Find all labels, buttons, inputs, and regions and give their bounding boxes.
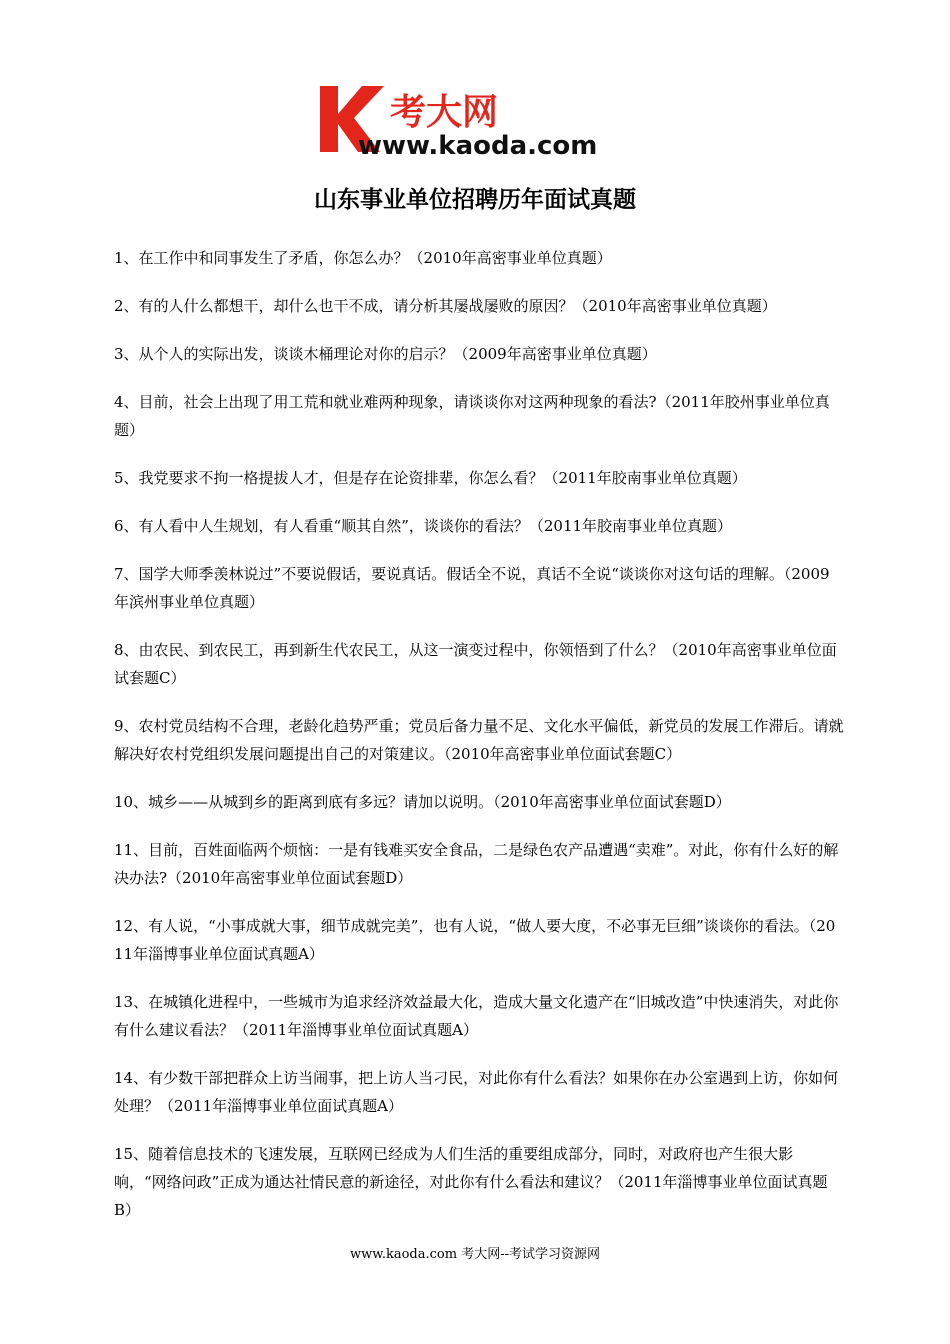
question-item: 1、在工作中和同事发生了矛盾，你怎么办？（2010年高密事业单位真题） <box>114 249 612 267</box>
question-item: 8、由农民、到农民工，再到新生代农民工，从这一演变过程中，你领悟到了什么？（2010年高密事业单位面试套题C） <box>114 641 837 687</box>
logo-url-text: www.kaoda.com <box>358 131 598 160</box>
question-item: 13、在城镇化进程中，一些城市为追求经济效益最大化，造成大量文化遗产在“旧城改造”中快速消失，对此你有什么建议看法？（2011年淄博事业单位面试真题A） <box>114 993 839 1039</box>
question-item: 4、目前，社会上出现了用工荒和就业难两种现象，请谈谈你对这两种现象的看法?（2011年胶州事业单位真题） <box>114 393 830 439</box>
question-item: 6、有人看中人生规划，有人看重“顺其自然”，谈谈你的看法？（2011年胶南事业单位真题） <box>114 517 733 535</box>
question-item: 3、从个人的实际出发，谈谈木桶理论对你的启示？（2009年高密事业单位真题） <box>114 345 657 363</box>
question-item: 11、目前，百姓面临两个烦恼：一是有钱难买安全食品，二是绿色农产品遭遇“卖难”。对此，你有什么好的解决办法?（2010年高密事业单位面试套题D） <box>114 841 839 887</box>
page-footer: www.kaoda.com 考大网--考试学习资源网 <box>350 1247 600 1262</box>
question-item: 12、有人说，“小事成就大事，细节成就完美”，也有人说，“做人要大度，不必事无巨细”谈谈你的看法。（2011年淄博事业单位面试真题A） <box>114 917 836 963</box>
question-item: 2、有的人什么都想干，却什么也干不成，请分析其屡战屡败的原因？（2010年高密事业单位真题） <box>114 297 777 315</box>
document-title: 山东事业单位招聘历年面试真题 <box>314 187 636 213</box>
question-item: 5、我党要求不拘一格提拔人才，但是存在论资排辈，你怎么看？（2011年胶南事业单位真题） <box>114 469 747 487</box>
question-item: 10、城乡——从城到乡的距离到底有多远？请加以说明。（2010年高密事业单位面试套题D） <box>114 793 731 811</box>
kaoda-logo-graphic <box>318 80 638 160</box>
question-item: 14、有少数干部把群众上访当闹事，把上访人当刁民，对此你有什么看法？如果你在办公室遇到上访，你如何处理？（2011年淄博事业单位面试真题A） <box>114 1069 839 1115</box>
logo-brand-text: 考大网 <box>390 92 499 133</box>
question-item: 15、随着信息技术的飞速发展，互联网已经成为人们生活的重要组成部分，同时，对政府也产生很大影响，“网络问政”正成为通达社情民意的新途径，对此你有什么看法和建议？（2011年淄博事业单位面试真题B） <box>114 1145 828 1219</box>
question-item: 9、农村党员结构不合理，老龄化趋势严重；党员后备力量不足、文化水平偏低，新党员的发展工作滞后。请就解决好农村党组织发展问题提出自己的对策建议。（2010年高密事业单位面试套题C） <box>114 717 844 763</box>
kaoda-logo <box>318 80 638 160</box>
question-item: 7、国学大师季羡林说过”不要说假话，要说真话。假话全不说，真话不全说“谈谈你对这句话的理解。（2009年滨州事业单位真题） <box>114 565 830 611</box>
question-list <box>114 244 844 1244</box>
